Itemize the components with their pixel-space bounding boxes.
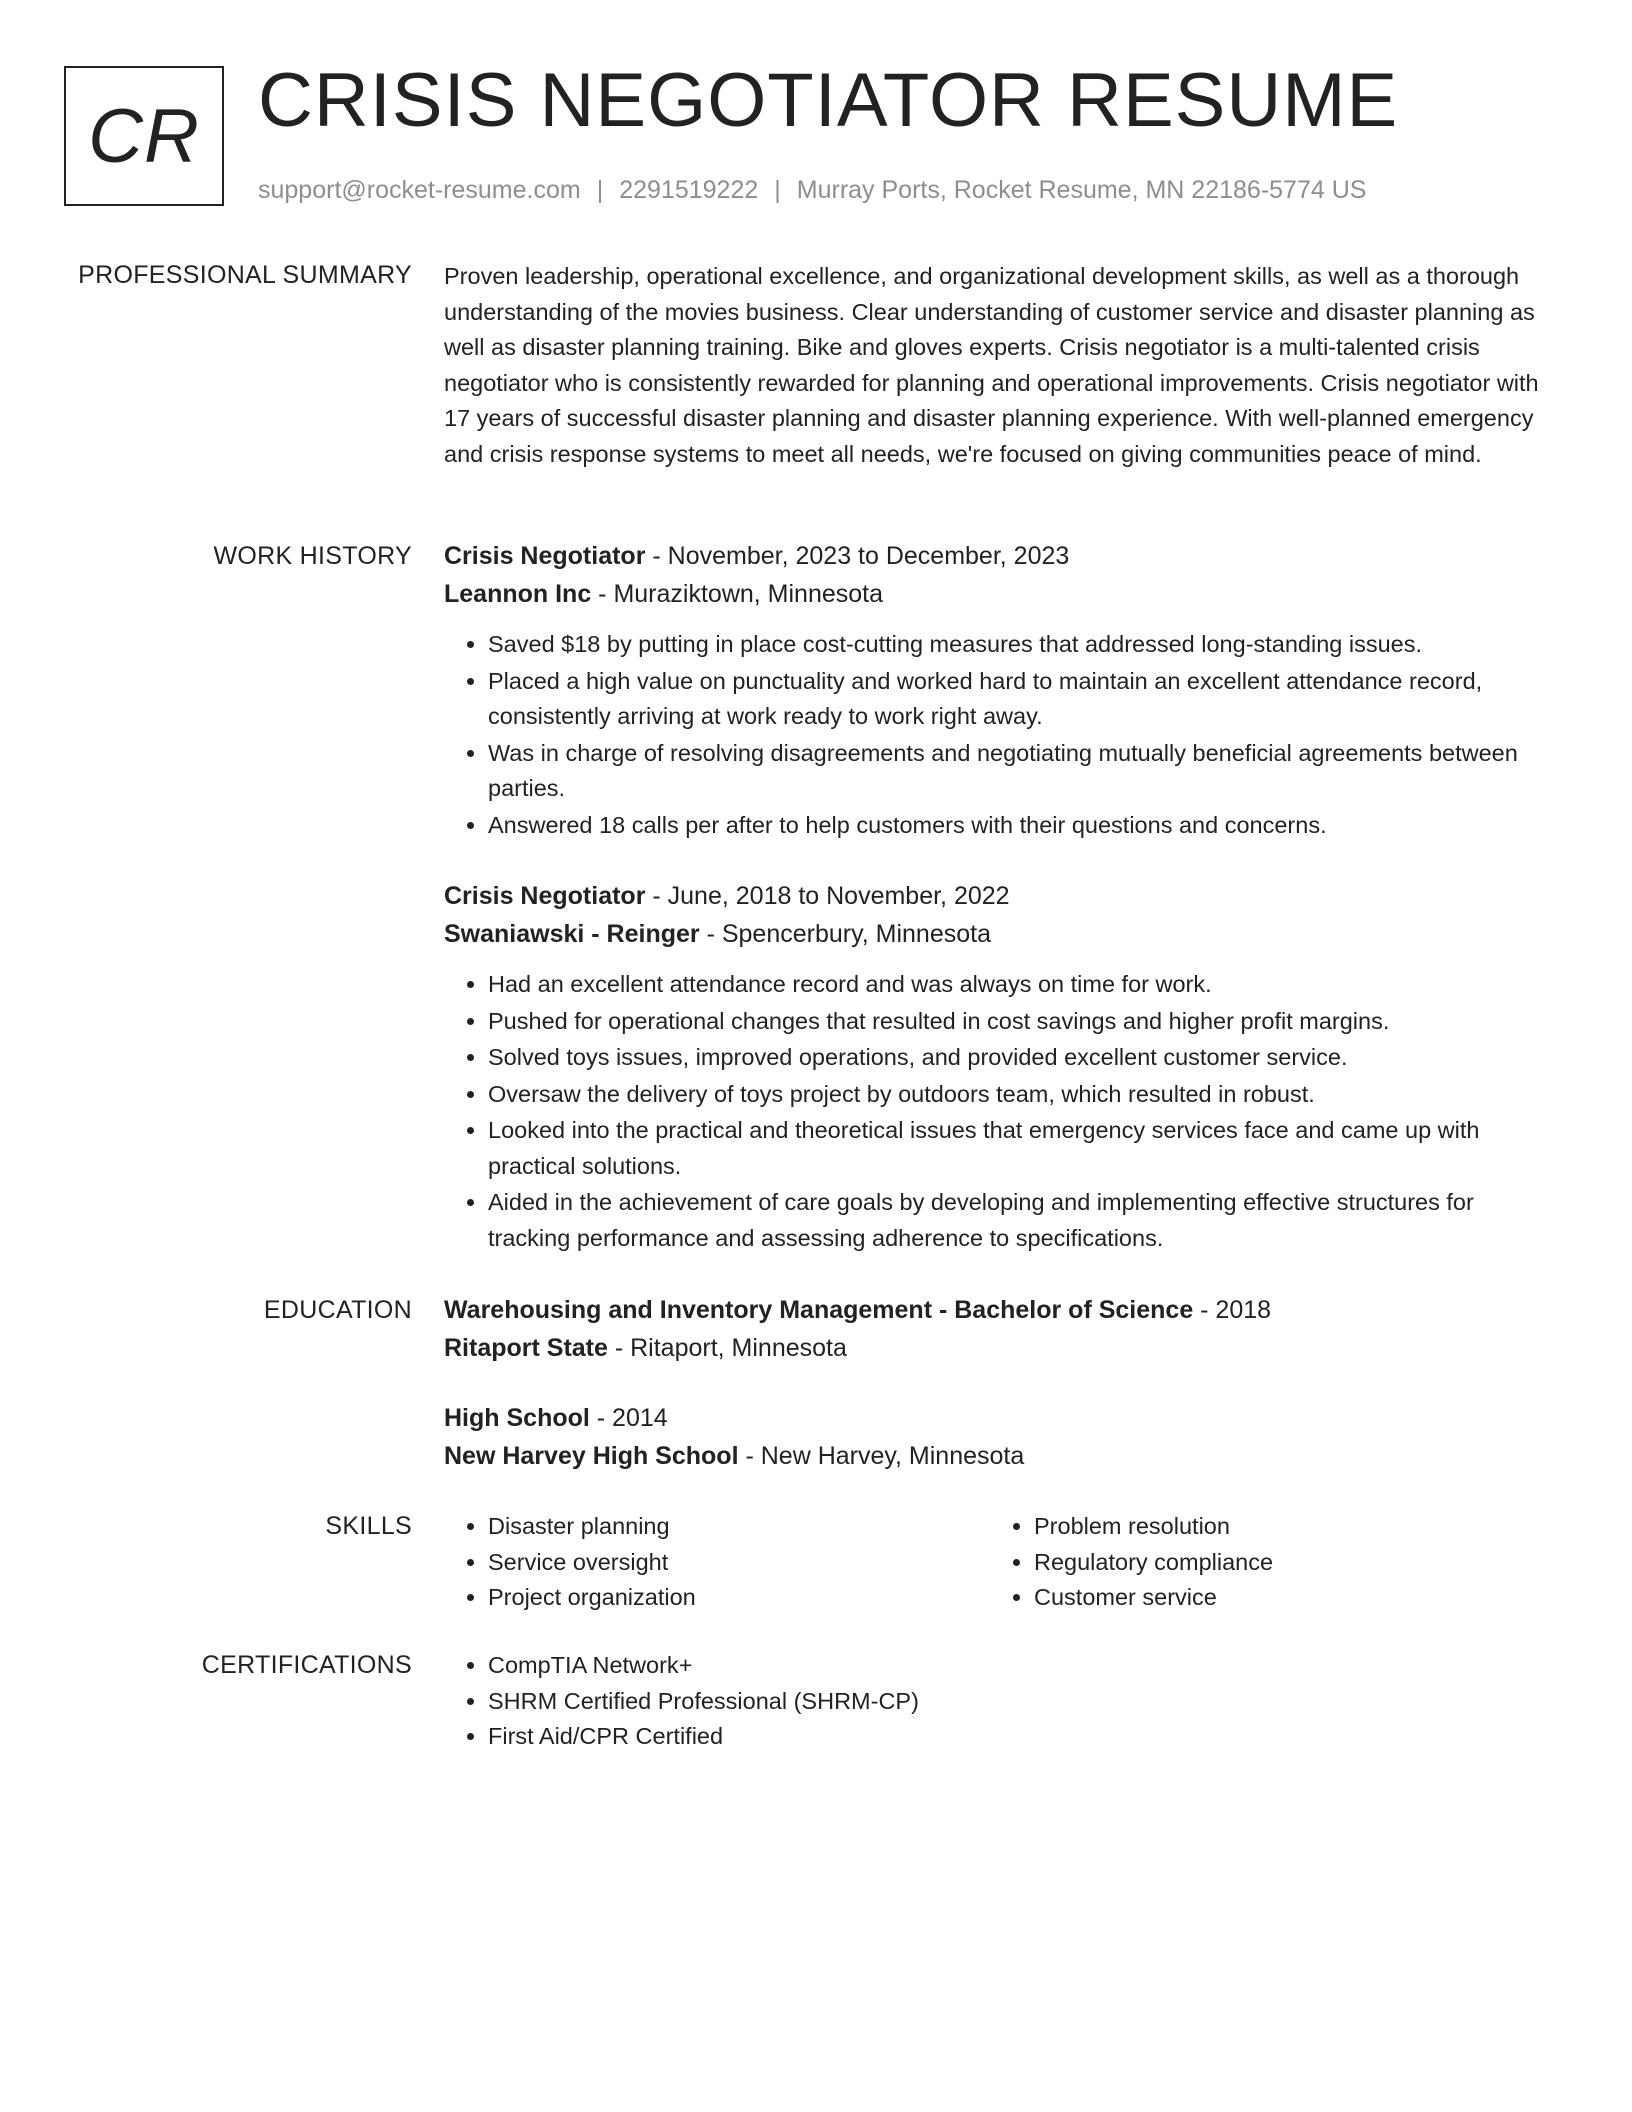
summary-heading: PROFESSIONAL SUMMARY xyxy=(78,261,412,289)
school-location: - New Harvey, Minnesota xyxy=(738,1442,1025,1470)
summary-body xyxy=(444,259,1550,472)
job-location: - Spencerbury, Minnesota xyxy=(699,920,991,948)
job-bullet: • Pushed for operational changes that resulted in cost savings and higher profit margins. xyxy=(488,1004,1550,1040)
job-company: Leannon Inc xyxy=(444,580,592,608)
skill-item: • Disaster planning xyxy=(488,1509,990,1545)
skills-list xyxy=(444,1509,990,1616)
job-bullets xyxy=(444,627,1550,843)
school-line xyxy=(444,1329,1550,1367)
job-bullet: • Answered 18 calls per after to help customers with their questions and concerns. xyxy=(488,808,1550,844)
contact-email: support@rocket-resume.com xyxy=(258,176,581,204)
work-history-heading: WORK HISTORY xyxy=(213,542,412,570)
skills-column-left xyxy=(444,1509,990,1616)
skill-item: • Service oversight xyxy=(488,1545,990,1581)
summary-text: Proven leadership, operational excellence, and organizational development skills, as well as a thorough understanding of the movies business. Clear understanding of customer service and disaster planning as well as disaster planning training. Bike and gloves experts. Crisis negotiator is a multi-talented crisis negotiator who is consistently rewarded for planning and operational improvements. Crisis negotiator with 17 years of successful disaster planning and disaster planning experience. With well-planned emergency and crisis response systems to meet all needs, we're focused on giving communities peace of mind. xyxy=(444,263,1539,467)
contact-address: Murray Ports, Rocket Resume, MN 22186-5774 US xyxy=(796,176,1367,204)
contact-phone: 2291519222 xyxy=(619,176,759,204)
certification-item: • SHRM Certified Professional (SHRM-CP) xyxy=(488,1684,1550,1720)
certifications-heading: CERTIFICATIONS xyxy=(201,1651,412,1679)
work-history-body xyxy=(444,537,1550,1290)
skills-body xyxy=(444,1509,1550,1616)
job-entry xyxy=(444,537,1550,843)
job-dates: - November, 2023 to December, 2023 xyxy=(645,542,1070,570)
job-bullet: • Solved toys issues, improved operations, and provided excellent customer service. xyxy=(488,1040,1550,1076)
monogram-badge: CR xyxy=(64,66,224,206)
job-location: - Muraziktown, Minnesota xyxy=(591,580,884,608)
skills-heading: SKILLS xyxy=(325,1512,412,1540)
degree-line xyxy=(444,1291,1550,1329)
education-entry xyxy=(444,1291,1550,1367)
skill-item: • Problem resolution xyxy=(1034,1509,1536,1545)
education-heading: EDUCATION xyxy=(263,1296,412,1324)
skill-item: • Project organization xyxy=(488,1580,990,1616)
contact-line xyxy=(258,174,1366,206)
education-entry xyxy=(444,1399,1550,1475)
school-name: New Harvey High School xyxy=(444,1442,739,1470)
skill-item: • Regulatory compliance xyxy=(1034,1545,1536,1581)
skills-column-right xyxy=(990,1509,1536,1616)
school-line xyxy=(444,1437,1550,1475)
skills-list xyxy=(990,1509,1536,1616)
job-title-line xyxy=(444,537,1550,575)
job-bullet: • Was in charge of resolving disagreements and negotiating mutually beneficial agreements between parties. xyxy=(488,736,1550,807)
skill-item: • Customer service xyxy=(1034,1580,1536,1616)
job-bullet: • Placed a high value on punctuality and worked hard to maintain an excellent attendance record, consistently arriving at work ready to work right away. xyxy=(488,664,1550,735)
job-company-line xyxy=(444,575,1550,613)
job-bullet: • Looked into the practical and theoretical issues that emergency services face and came up with practical solutions. xyxy=(488,1113,1550,1184)
certifications-list xyxy=(444,1648,1550,1755)
job-bullet: • Had an excellent attendance record and was always on time for work. xyxy=(488,967,1550,1003)
certification-item: • CompTIA Network+ xyxy=(488,1648,1550,1684)
job-title-line xyxy=(444,877,1550,915)
job-company: Swaniawski - Reinger xyxy=(444,920,700,948)
school-location: - Ritaport, Minnesota xyxy=(607,1334,847,1362)
degree-name: High School xyxy=(444,1404,590,1432)
degree-year: - 2014 xyxy=(589,1404,668,1432)
job-bullets xyxy=(444,967,1550,1256)
job-bullet: • Aided in the achievement of care goals by developing and implementing effective structures for tracking performance and assessing adherence to specifications. xyxy=(488,1185,1550,1256)
education-body xyxy=(444,1291,1550,1507)
resume-title: CRISIS NEGOTIATOR RESUME xyxy=(258,58,1399,143)
school-name: Ritaport State xyxy=(444,1334,608,1362)
job-entry xyxy=(444,877,1550,1256)
job-dates: - June, 2018 to November, 2022 xyxy=(645,882,1010,910)
job-bullet: • Saved $18 by putting in place cost-cutting measures that addressed long-standing issues. xyxy=(488,627,1550,663)
contact-separator: | xyxy=(596,176,604,204)
contact-separator: | xyxy=(774,176,781,204)
certification-item: • First Aid/CPR Certified xyxy=(488,1719,1550,1755)
job-company-line xyxy=(444,915,1550,953)
job-title: Crisis Negotiator xyxy=(444,882,646,910)
certifications-body xyxy=(444,1648,1550,1755)
degree-year: - 2018 xyxy=(1193,1296,1272,1324)
job-title: Crisis Negotiator xyxy=(444,542,646,570)
job-bullet: • Oversaw the delivery of toys project by outdoors team, which resulted in robust. xyxy=(488,1077,1550,1113)
degree-name: Warehousing and Inventory Management - Bachelor of Science xyxy=(444,1296,1194,1324)
skills-grid xyxy=(444,1509,1550,1616)
degree-line xyxy=(444,1399,1550,1437)
